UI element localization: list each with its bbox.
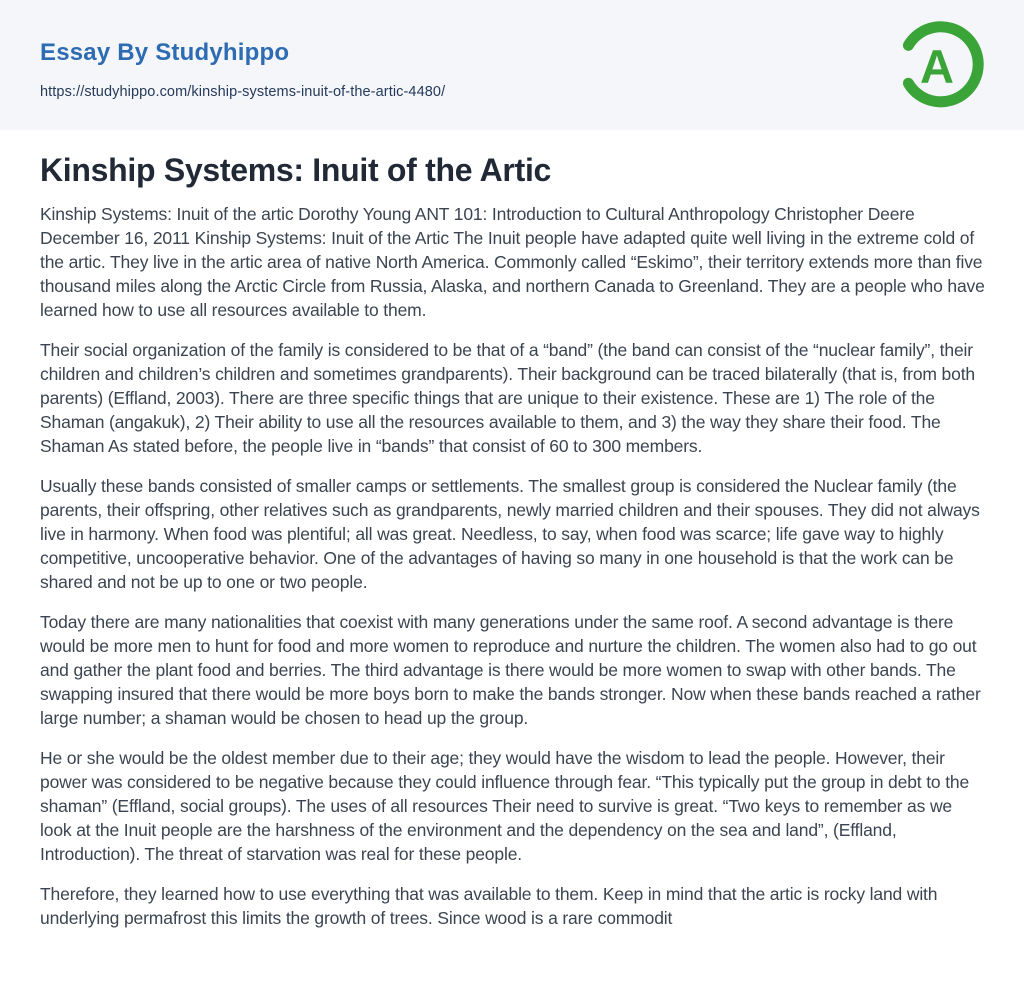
essay-paragraph: Kinship Systems: Inuit of the artic Dorothy Young ANT 101: Introduction to Cultural Anthropology Christopher Deere December 16, 2011 Kinship Systems: Inuit of the Artic The Inuit people have adapted quite well living in the extreme cold of the artic. They live in the artic area of native North America. Commonly called “Eskimo”, their territory extends more than five thousand miles along the Arctic Circle from Russia, Alaska, and northern Canada to Greenland. They are a people who have learned how to use all resources available to them. (40, 204, 985, 320)
essay-paragraph: He or she would be the oldest member due to their age; they would have the wisdom to lead the people. However, their power was considered to be negative because they could influence through fear. “This typically put the group in debt to the shaman” (Effland, social groups). The uses of all resources Their need to survive is great. “Two keys to remember as we look at the Inuit people are the harshness of the environment and the dependency on the sea and land”, (Effland, Introduction). The threat of starvation was real for these people. (40, 748, 970, 864)
essay-paragraph: Their social organization of the family is considered to be that of a “band” (the band can consist of the “nuclear family”, their children and children’s children and sometimes grandparents). Their background can be traced bilaterally (that is, from both parents) (Effland, 2003). There are three specific things that are unique to their existence. These are 1) The role of the Shaman (angakuk), 2) Their ability to use all the resources available to them, and 3) the way they share their food. The Shaman As stated before, the people live in “bands” that consist of 60 to 300 members. (40, 340, 976, 456)
essay-body (40, 202, 988, 930)
brand-title: Essay By Studyhippo (40, 39, 290, 66)
essay-paragraph: Therefore, they learned how to use everything that was available to them. Keep in mind that the artic is rocky land with underlying permafrost this limits the growth of trees. Since wood is a rare commodit (40, 884, 938, 928)
essay-article (0, 151, 1024, 930)
page-header (0, 0, 1024, 130)
essay-paragraph: Usually these bands consisted of smaller camps or settlements. The smallest group is considered the Nuclear family (the parents, their offspring, other relatives such as grandparents, newly married children and their spouses. They did not always live in harmony. When food was plentiful; all was great. Needless, to say, when food was scarce; life gave way to highly competitive, uncooperative behavior. One of the advantages of having so many in one household is that the work can be shared and not be up to one or two people. (40, 476, 980, 592)
essay-url-link[interactable]: https://studyhippo.com/kinship-systems-inuit-of-the-artic-4480/ (40, 84, 446, 100)
page-title: Kinship Systems: Inuit of the Artic (40, 152, 552, 188)
logo-letter: A (920, 39, 954, 93)
essay-paragraph: Today there are many nationalities that coexist with many generations under the same roof. A second advantage is there would be more men to hunt for food and more women to reproduce and nurture the children. The women also had to go out and gather the plant food and berries. The third advantage is there would be more women to swap with other bands. The swapping insured that there would be more boys born to make the bands stronger. Now when these bands reached a rather large number; a shaman would be chosen to head up the group. (40, 612, 981, 728)
studyhippo-logo (895, 18, 985, 110)
